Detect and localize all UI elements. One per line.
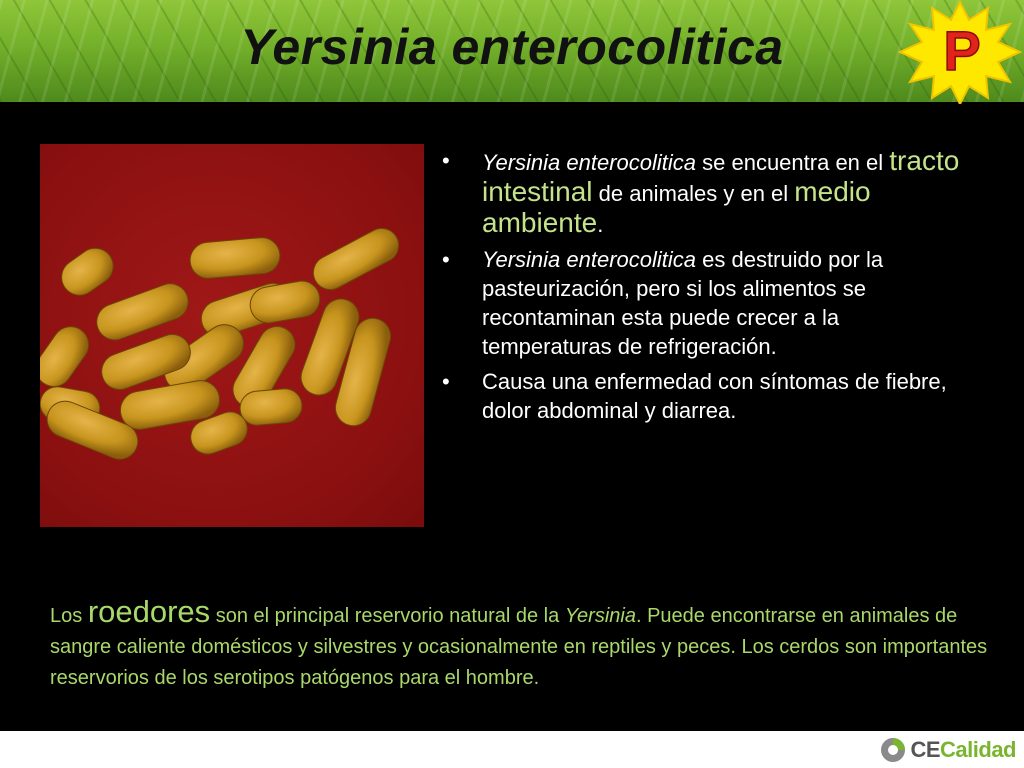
highlight-medio-ambiente: medio ambiente <box>482 176 871 238</box>
title-banner <box>0 0 1024 102</box>
cecalidad-logo-icon <box>880 737 906 763</box>
footer-text-2: . Puede encontrarse en animales de sangre caliente domésticos y silvestres y ocasionalmente en reptiles y peces. Los cerdos son importantes reservorios de los serotipos patógenos para el hombre. <box>50 605 988 689</box>
bullet-icon: • <box>442 247 450 272</box>
reservoir-paragraph <box>50 596 990 694</box>
p-star-badge-icon <box>896 0 1024 104</box>
bullet-text: de animales y en el <box>592 181 795 206</box>
bullet-text: se encuentra en el <box>696 150 890 175</box>
badge-letter: P <box>943 19 981 82</box>
bullet-item-habitat <box>440 146 970 239</box>
bacteria-micrograph <box>40 144 424 527</box>
bullet-text: Causa una enfermedad con síntomas de fiebre, dolor abdominal y diarrea. <box>482 369 947 423</box>
bottom-bar <box>0 731 1024 768</box>
footer-roedores: roedores <box>87 594 211 629</box>
bullet-item-symptoms <box>440 367 970 425</box>
footer-text-1: son el principal reservorio natural de la <box>210 605 565 627</box>
bullet-text-italic: Yersinia enterocolitica <box>482 150 697 175</box>
bullet-text: es destruido por la pasteurización, pero si los alimentos se recontaminan esta puede crecer a la temperaturas de refrigeración. <box>482 247 884 359</box>
bullet-text: . <box>597 212 604 237</box>
bacteria-illustration <box>40 144 424 527</box>
bullet-text-italic: Yersinia enterocolitica <box>482 247 697 272</box>
bullet-list <box>440 146 970 431</box>
logo-text-ce: CE <box>910 737 941 762</box>
highlight-tracto-intestinal: tracto intestinal <box>482 145 960 207</box>
footer-yersinia: Yersinia <box>564 605 636 627</box>
footer-los: Los <box>50 605 88 627</box>
slide-title: Yersinia enterocolitica <box>240 19 784 75</box>
bullet-icon: • <box>442 369 450 394</box>
bullet-item-pasteurization <box>440 245 970 361</box>
cecalidad-logo <box>880 736 1016 764</box>
logo-text-calidad: Calidad <box>940 737 1016 762</box>
bullet-icon: • <box>442 148 450 173</box>
